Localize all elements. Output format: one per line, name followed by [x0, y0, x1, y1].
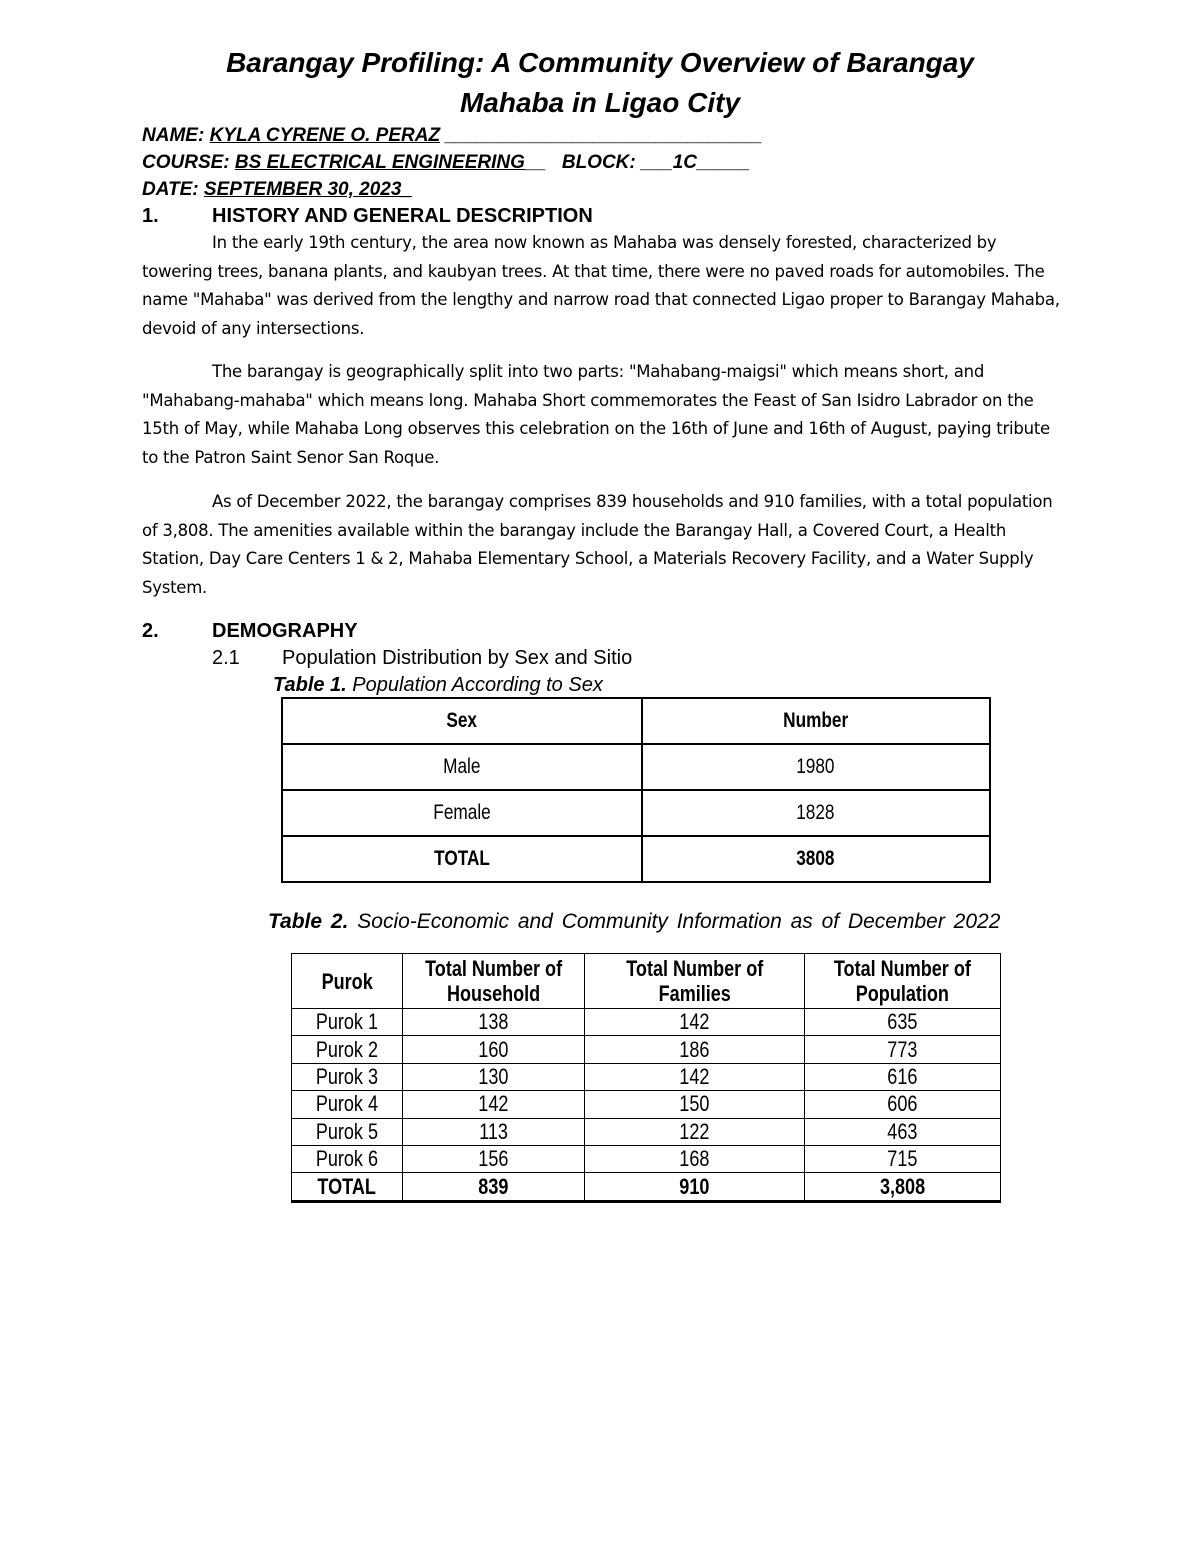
table-cell: 142	[584, 1063, 804, 1090]
table-cell: 142	[584, 1009, 804, 1036]
table-cell: Purok 5	[292, 1118, 403, 1145]
table-cell: 113	[402, 1118, 584, 1145]
table-cell: 168	[584, 1145, 804, 1172]
block-label: BLOCK:	[561, 152, 636, 173]
table-cell: Female	[282, 790, 642, 836]
table-header-cell: Sex	[282, 698, 642, 744]
table-cell: Purok 3	[292, 1063, 403, 1090]
table-cell: 138	[402, 1009, 584, 1036]
history-paragraph-3	[142, 488, 1062, 603]
date-value: SEPTEMBER 30, 2023_	[203, 179, 412, 200]
table-header-cell: Total Number of Families	[584, 954, 804, 1009]
name-label: NAME:	[142, 125, 205, 146]
table-row	[292, 1063, 1001, 1090]
table-row	[292, 1091, 1001, 1118]
section-1-title: HISTORY AND GENERAL DESCRIPTION	[212, 205, 593, 227]
table-total-row	[282, 836, 990, 882]
block-value: ___1C_____	[641, 152, 750, 173]
table-cell: Purok 1	[292, 1009, 403, 1036]
table-row	[292, 1009, 1001, 1036]
section-2-heading	[142, 618, 742, 644]
table-header-cell: Purok	[292, 954, 403, 1009]
table-cell: 715	[805, 1145, 1001, 1172]
table-header-row	[292, 954, 1001, 1009]
table-cell: 3,808	[805, 1173, 1001, 1201]
course-label: COURSE:	[142, 152, 230, 173]
table-cell: 616	[805, 1063, 1001, 1090]
table-row	[292, 1036, 1001, 1063]
name-value: KYLA CYRENE O. PERAZ	[209, 125, 441, 146]
table-cell: Purok 4	[292, 1091, 403, 1118]
course-blank: __	[524, 152, 547, 173]
table-cell: 1828	[642, 790, 990, 836]
table-cell: 839	[402, 1173, 584, 1201]
document-title-line-2: Mahaba in Ligao City	[459, 87, 741, 118]
student-name-line	[142, 124, 762, 148]
table-header-row	[282, 698, 990, 744]
name-blank: ______________________________	[445, 125, 763, 146]
table-cell: 142	[402, 1091, 584, 1118]
table-cell: 130	[402, 1063, 584, 1090]
table-1-caption-text: Population According to Sex	[346, 674, 603, 696]
table-cell: 910	[584, 1173, 804, 1201]
socio-economic-table	[291, 953, 1001, 1203]
table-total-row	[292, 1173, 1001, 1201]
date-label: DATE:	[142, 179, 199, 200]
table-row	[282, 790, 990, 836]
table-1-caption-label: Table 1.	[273, 674, 347, 696]
table-cell: TOTAL	[282, 836, 642, 882]
table-1-caption	[273, 672, 603, 698]
table-header-cell: Total Number of Population	[805, 954, 1001, 1009]
section-2-number: 2.	[142, 620, 159, 642]
table-cell: 3808	[642, 836, 990, 882]
population-by-sex-table	[281, 697, 991, 883]
course-value: BS ELECTRICAL ENGINEERING	[234, 152, 525, 173]
table-header-cell: Total Number of Household	[402, 954, 584, 1009]
document-title-line-1: Barangay Profiling: A Community Overview of Barangay	[226, 47, 974, 78]
table-row	[282, 744, 990, 790]
table-cell: 160	[402, 1036, 584, 1063]
table-cell: 1980	[642, 744, 990, 790]
table-2-caption-text: Socio-Economic and Community Information as of December 2022	[348, 910, 1001, 933]
subsection-number: 2.1	[212, 647, 240, 669]
table-cell: 773	[805, 1036, 1001, 1063]
subsection-title: Population Distribution by Sex and Sitio	[282, 647, 633, 669]
history-paragraph-1	[142, 229, 1062, 344]
course-line	[142, 151, 750, 175]
table-cell: 606	[805, 1091, 1001, 1118]
date-line	[142, 178, 412, 202]
table-cell: 156	[402, 1145, 584, 1172]
paragraph-text: In the early 19th century, the area now known as Mahaba was densely forested, characterized by towering trees, banana plants, and kaubyan trees. At that time, there were no paved roads for automobiles. The name "Mahaba" was derived from the lengthy and narrow road that connected Ligao proper to Barangay Mahaba, devoid of any intersections.	[142, 233, 1060, 339]
table-cell: Male	[282, 744, 642, 790]
table-row	[292, 1118, 1001, 1145]
table-2-caption	[268, 908, 1000, 936]
section-1-number: 1.	[142, 205, 159, 227]
table-cell: 635	[805, 1009, 1001, 1036]
table-cell: Purok 6	[292, 1145, 403, 1172]
table-cell: 150	[584, 1091, 804, 1118]
table-header-cell: Number	[642, 698, 990, 744]
table-cell: 463	[805, 1118, 1001, 1145]
table-cell: Purok 2	[292, 1036, 403, 1063]
table-2-caption-label: Table 2.	[268, 910, 349, 933]
table-cell: 186	[584, 1036, 804, 1063]
history-paragraph-2	[142, 358, 1062, 473]
table-cell: TOTAL	[292, 1173, 403, 1201]
table-cell: 122	[584, 1118, 804, 1145]
section-1-heading	[142, 203, 742, 229]
paragraph-text: The barangay is geographically split into two parts: "Mahabang-maigsi" which means short, and "Mahabang-mahaba" which means long. Mahaba Short commemorates the Feast of San Isidro Labrador on the 15th of May, while Mahaba Long observes this celebration on the 16th of June and 16th of August, paying tribute to the Patron Saint Senor San Roque.	[142, 362, 1050, 468]
section-2-title: DEMOGRAPHY	[212, 620, 358, 642]
paragraph-text: As of December 2022, the barangay comprises 839 households and 910 families, with a total population of 3,808. The amenities available within the barangay include the Barangay Hall, a Covered Court, a Health Station, Day Care Centers 1 & 2, Mahaba Elementary School, a Materials Recovery Facility, and a Water Supply System.	[142, 492, 1053, 598]
table-row	[292, 1145, 1001, 1172]
